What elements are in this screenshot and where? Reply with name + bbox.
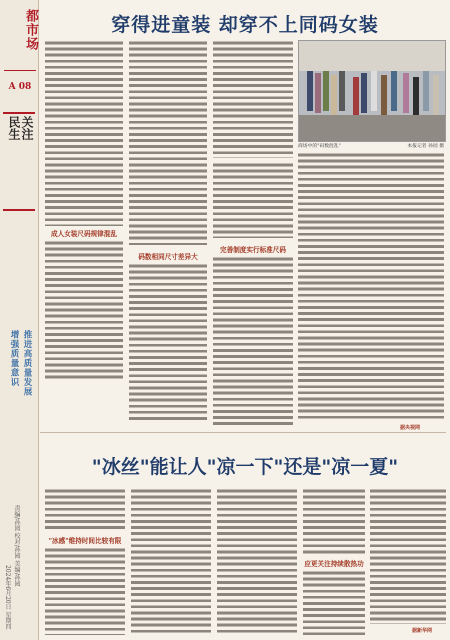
article2-column-5	[370, 488, 446, 624]
article-column-1b	[45, 240, 123, 380]
article2-column-1	[45, 488, 125, 532]
article-column-1	[45, 40, 123, 226]
store-photo	[298, 40, 446, 142]
article2-column-1b	[45, 547, 125, 635]
main-headline: 穿得进童装 却穿不上同码女装	[111, 14, 379, 36]
article-column-2	[129, 40, 207, 245]
article-column-3	[213, 40, 293, 158]
article-column-4	[298, 152, 444, 422]
article2-column-4b	[303, 570, 365, 635]
page-number: A 08	[8, 82, 32, 92]
article-column-2b	[129, 263, 207, 423]
byline-2: 据新华网	[412, 628, 433, 634]
article2-column-4	[303, 488, 365, 554]
photo-caption-row	[298, 142, 444, 149]
photo-credit: 本报记者 孙园 摄	[407, 144, 444, 149]
subhead-1: 成人女装尺码规律混乱	[51, 230, 117, 238]
article-column-3b	[213, 162, 293, 238]
byline-1: 据央视网	[400, 425, 421, 431]
slogan-line-2: 推进高质量发展	[22, 330, 32, 397]
editor-info: 责编/孙园 校对/孙园 美编/孙园	[13, 505, 20, 587]
masthead-logo: 都市场	[23, 9, 38, 51]
article-divider	[40, 432, 446, 433]
article2-column-3	[217, 488, 297, 635]
section-title-1: 民生	[7, 116, 21, 140]
date-info: 2024年6月20日 星期四	[4, 565, 11, 630]
article2-column-2	[131, 488, 211, 635]
article-column-3c	[213, 256, 293, 426]
subhead-2: 码数相同尺寸差异大	[138, 253, 198, 261]
photo-caption: 商场中的"码数混乱"	[298, 144, 341, 149]
section-title-2: 关注	[20, 116, 34, 140]
subhead-3: 完善制度实行标准尺码	[220, 246, 286, 254]
divider	[4, 70, 36, 71]
slogan-line-1: 增强质量意识	[9, 330, 19, 387]
subhead2-1: "冰感"维持时间比较有限	[48, 537, 122, 545]
subhead2-2: 应更关注持续散热功	[304, 560, 364, 568]
second-headline: "冰丝"能让人"凉一下"还是"凉一夏"	[91, 456, 399, 478]
